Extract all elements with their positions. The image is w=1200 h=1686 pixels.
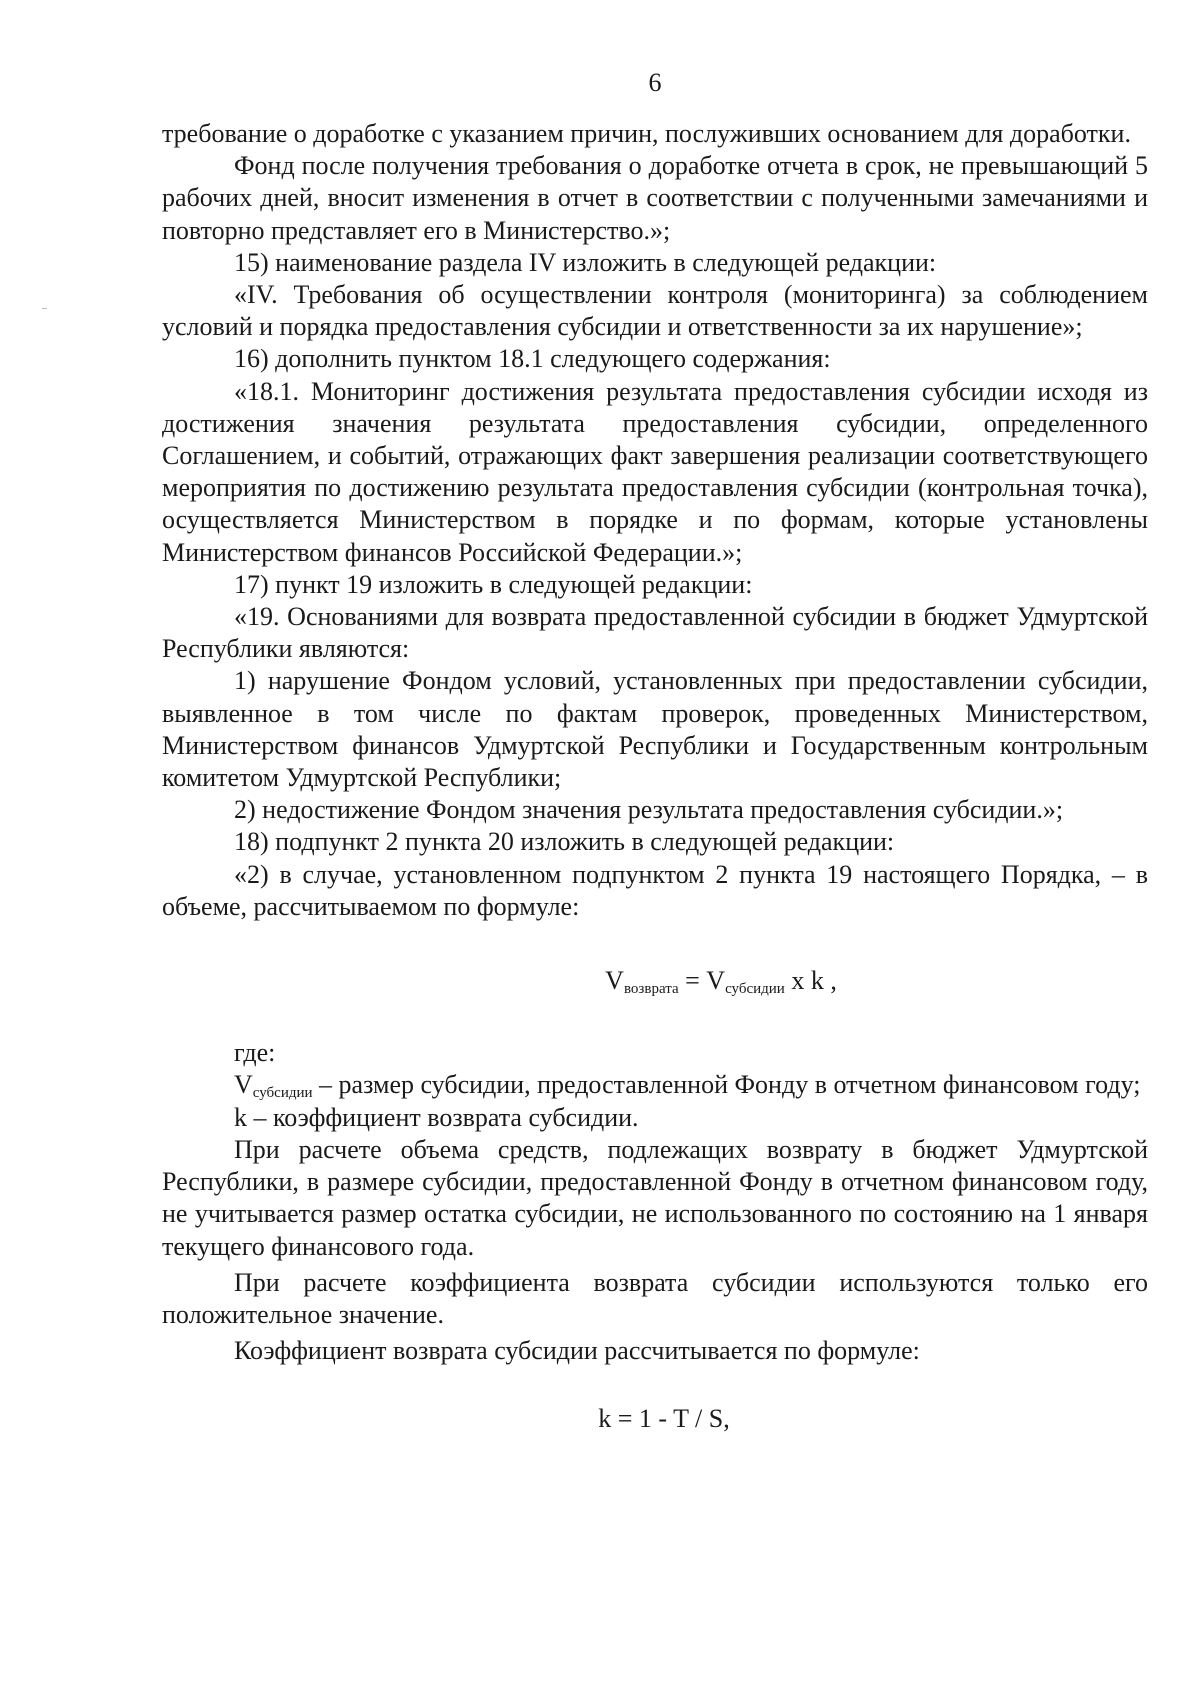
paragraph-18-1: «18.1. Мониторинг достижения результата предоставления субсидии исходя из достижения значения результата предоставления субсидии, определенного Соглашением, и событий, отражающих факт завершения реализации соответствующего мероприятия по достижению результата предоставления субсидии (контрольная точка), осуществляется Министерством в порядке и по формам, которые установлены Министерством финансов Российской Федерации.»;	[162, 376, 1148, 567]
paragraph-fund-revision: Фонд после получения требования о доработке отчета в срок, не превышающий 5 рабочих дней, вносит изменения в отчет в соответствии с полученными замечаниями и повторно представляет его в Министерство.»;	[162, 151, 1148, 245]
paragraph-20-sub-2: «2) в случае, установленном подпунктом 2 пункта 19 настоящего Порядка, – в объеме, рассчитываемом по формуле:	[162, 859, 1148, 921]
paragraph-19-sub-2: 2) недостижение Фондом значения результата предоставления субсидии.»;	[234, 795, 1064, 825]
paragraph-calculation-volume: При расчете объема средств, подлежащих возврату в бюджет Удмуртской Республики, в размере субсидии, предоставленной Фонду в отчетном финансовом году, не учитывается размер остатка субсидии, не использованного по состоянию на 1 января текущего финансового года.	[162, 1134, 1148, 1261]
paragraph-19: «19. Основаниями для возврата предоставленной субсидии в бюджет Удмуртской Республики являются:	[162, 602, 1148, 664]
scan-artifact-mark	[42, 308, 47, 309]
formula-coefficient: k = 1 - T / S,	[598, 1404, 730, 1434]
formula-return-volume	[162, 965, 1148, 997]
paragraph-where: где:	[234, 1038, 276, 1068]
document-body	[162, 118, 1148, 1436]
paragraph-item-17: 17) пункт 19 изложить в следующей редакции:	[234, 569, 753, 599]
formula-rhs-var: V	[706, 966, 726, 996]
formula-rhs-rest: x k ,	[784, 966, 837, 996]
paragraph-term-v-subsidy	[162, 1069, 1148, 1101]
paragraph-positive-value: При расчете коэффициента возврата субсидии используются только его положительное значение.	[162, 1267, 1148, 1329]
paragraph-coefficient-formula-intro: Коэффициент возврата субсидии рассчитывается по формуле:	[234, 1336, 920, 1366]
paragraph-item-15: 15) наименование раздела IV изложить в следующей редакции:	[234, 247, 937, 277]
paragraph-19-sub-1: 1) нарушение Фондом условий, установленных при предоставлении субсидии, выявленное в том числе по фактам проверок, проведенных Министерством, Министерством финансов Удмуртской Республики и Государственным контрольным комитетом Удмуртской Республики;	[162, 666, 1148, 793]
term-var: V	[234, 1070, 253, 1100]
paragraph-continuation: требование о доработке с указанием причин, послуживших основанием для доработки.	[162, 119, 1131, 148]
paragraph-term-k: k – коэффициент возврата субсидии.	[234, 1102, 639, 1132]
formula-rhs-subscript: субсидии	[725, 981, 785, 998]
formula-equals: =	[678, 966, 707, 996]
formula-lhs-var: V	[605, 966, 624, 996]
paragraph-item-18: 18) подпункт 2 пункта 20 изложить в следующей редакции:	[234, 827, 895, 857]
paragraph-section-iv-title: «IV. Требования об осуществлении контроля (мониторинга) за соблюдением условий и порядка предоставления субсидии и ответственности за их нарушение»;	[162, 280, 1148, 342]
formula-lhs-subscript: возврата	[623, 981, 679, 998]
page-number: 6	[648, 68, 662, 97]
term-subscript: субсидии	[252, 1085, 313, 1102]
term-definition: – размер субсидии, предоставленной Фонду в отчетном финансовом году;	[312, 1070, 1141, 1100]
paragraph-item-16: 16) дополнить пунктом 18.1 следующего содержания:	[234, 344, 831, 374]
